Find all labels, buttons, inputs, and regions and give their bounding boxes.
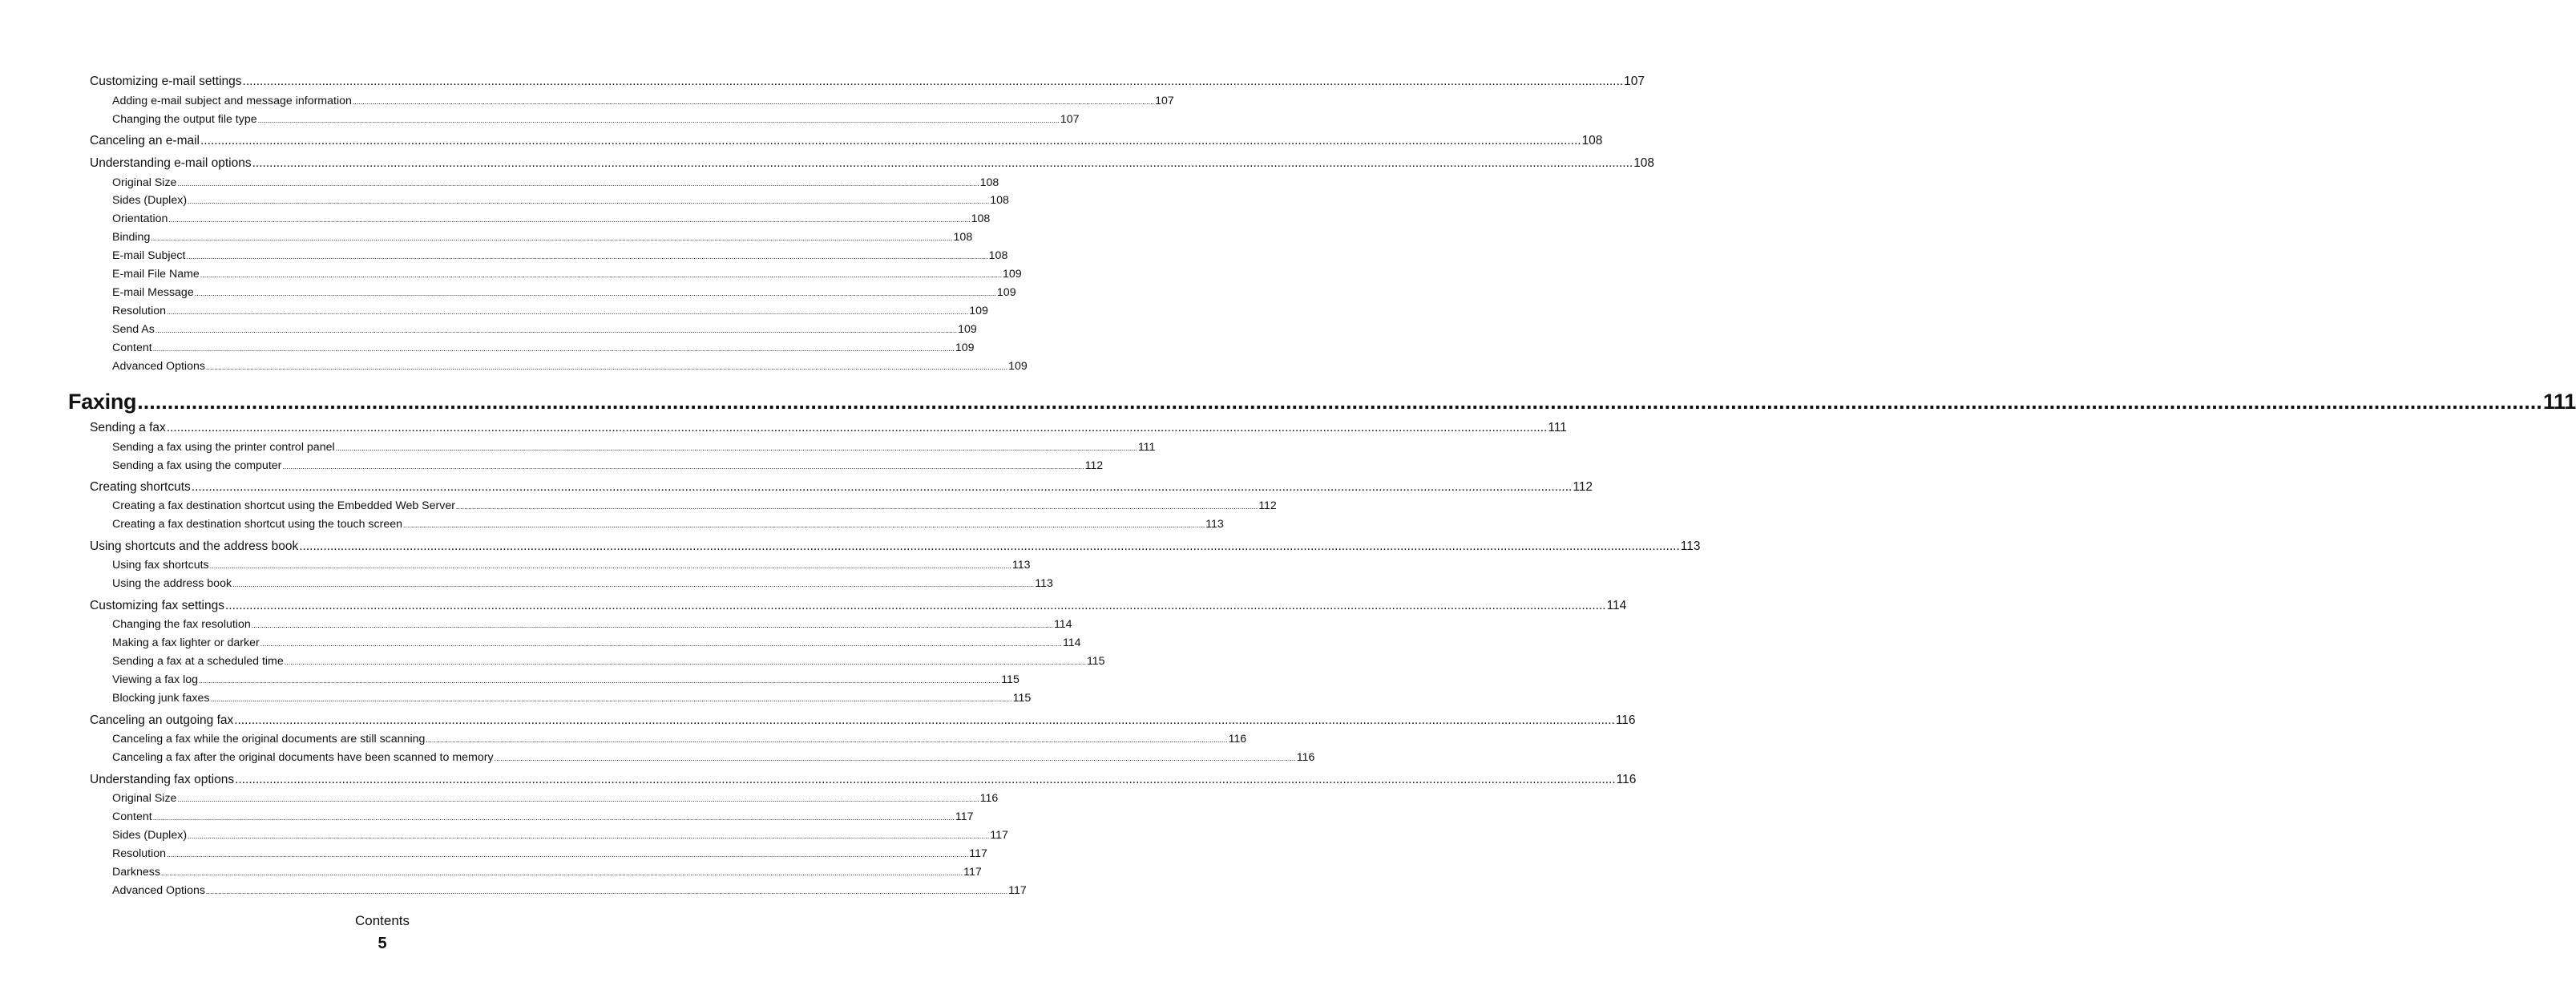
dot-leader: ................................................................................................................................................................................................................................................................................................................................................................................................................ (260, 640, 1062, 648)
dot-leader: ................................................................................................................................................................................................................................................................................................................................................................................................................ (167, 308, 969, 316)
toc-entry-page-number: 107 (1155, 95, 1174, 107)
toc-entry-label: Binding (112, 231, 151, 244)
dot-leader: ................................................................................................................................................................................................................................................................................................................................................................................................................ (200, 271, 1002, 279)
toc-entry-page-number: 116 (1616, 773, 1637, 786)
dot-leader: ................................................................................................................................................................................................................................................................................................................................................................................................................ (282, 463, 1084, 471)
toc-entry-page-number: 109 (1008, 360, 1028, 373)
dot-leader: ................................................................................................................................................................................................................................................................................................................................................................................................................ (209, 562, 1011, 570)
toc-entry-label: Faxing (68, 390, 137, 414)
dot-leader: ................................................................................................................................................................................................................................................................................................................................................................................................................ (352, 98, 1155, 106)
dot-leader: ................................................................................................................................................................................................................................................................................................................................................................................................................ (152, 814, 955, 822)
toc-subsection-entry[interactable] (112, 440, 1156, 455)
toc-subsection-entry[interactable] (112, 285, 1016, 300)
toc-subsection-entry[interactable] (112, 499, 1277, 513)
toc-subsection-entry[interactable] (112, 750, 1315, 765)
toc-entry-label: Send As (112, 323, 155, 336)
toc-section-entry[interactable] (90, 479, 1593, 495)
toc-entry-label: Orientation (112, 212, 168, 225)
dot-leader: ................................................................................................................................................................................................................................................................................................................................................................................................................ (257, 116, 1060, 124)
toc-subsection-entry[interactable] (112, 341, 975, 355)
toc-subsection-entry[interactable] (112, 267, 1022, 281)
toc-entry-label: Using fax shortcuts (112, 559, 209, 572)
dot-leader: ................................................................................................................................................................................................................................................................................................................................................................................................................ (252, 156, 1633, 170)
toc-entry-page-number: 108 (1633, 156, 1655, 170)
toc-entry-label: Understanding e-mail options (90, 156, 252, 170)
toc-entry-label: Adding e-mail subject and message information (112, 95, 352, 107)
toc-subsection-entry[interactable] (112, 517, 1224, 531)
dot-leader: ................................................................................................................................................................................................................................................................................................................................................................................................................ (205, 363, 1008, 371)
toc-entry-page-number: 108 (1581, 134, 1603, 147)
toc-entry-page-number: 116 (1615, 713, 1636, 727)
toc-entry-page-number: 115 (1086, 655, 1105, 668)
toc-subsection-entry[interactable] (112, 883, 1027, 898)
toc-section-entry[interactable] (90, 598, 1627, 614)
toc-entry-page-number: 114 (1062, 636, 1081, 649)
toc-entry-label: Content (112, 810, 152, 823)
dot-leader: ................................................................................................................................................................................................................................................................................................................................................................................................................ (225, 599, 1606, 612)
toc-entry-page-number: 113 (1680, 539, 1701, 553)
toc-entry-label: Original Size (112, 176, 177, 189)
dot-leader: ................................................................................................................................................................................................................................................................................................................................................................................................................ (188, 832, 990, 840)
toc-subsection-entry[interactable] (112, 112, 1080, 127)
toc-entry-label: Original Size (112, 792, 177, 805)
toc-entry-label: Content (112, 341, 152, 354)
dot-leader: ................................................................................................................................................................................................................................................................................................................................................................................................................ (232, 580, 1035, 588)
toc-entry-label: Canceling an outgoing fax (90, 713, 234, 727)
dot-leader: ................................................................................................................................................................................................................................................................................................................................................................................................................ (210, 695, 1012, 703)
toc-entry-page-number: 117 (969, 847, 987, 860)
toc-subsection-entry[interactable] (112, 691, 1032, 705)
dot-leader: ................................................................................................................................................................................................................................................................................................................................................................................................................ (191, 480, 1573, 494)
toc-subsection-entry[interactable] (112, 847, 987, 861)
dot-leader: ................................................................................................................................................................................................................................................................................................................................................................................................................ (205, 887, 1008, 895)
toc-entry-label: Sides (Duplex) (112, 194, 188, 207)
toc-subsection-entry[interactable] (112, 654, 1105, 669)
toc-entry-label: Sending a fax at a scheduled time (112, 655, 284, 668)
toc-entry-page-number: 109 (1003, 268, 1022, 281)
toc-subsection-entry[interactable] (112, 212, 991, 226)
toc-entry-label: Using the address book (112, 577, 232, 590)
dot-leader: ................................................................................................................................................................................................................................................................................................................................................................................................................ (137, 390, 2542, 414)
toc-entry-label: Resolution (112, 305, 167, 317)
toc-entry-page-number: 113 (1011, 559, 1031, 572)
dot-leader: ................................................................................................................................................................................................................................................................................................................................................................................................................ (403, 521, 1205, 529)
toc-subsection-entry[interactable] (112, 576, 1053, 591)
toc-section-entry[interactable] (90, 772, 1637, 788)
toc-entry-label: Creating a fax destination shortcut using the Embedded Web Server (112, 499, 455, 512)
toc-subsection-entry[interactable] (112, 94, 1174, 108)
toc-entry-label: E-mail Subject (112, 249, 186, 262)
toc-entry-label: Darkness (112, 866, 160, 879)
toc-entry-page-number: 109 (955, 341, 975, 354)
toc-entry-page-number: 117 (955, 810, 974, 823)
toc-entry-label: Customizing e-mail settings (90, 75, 242, 88)
toc-entry-label: Sides (Duplex) (112, 829, 188, 842)
toc-entry-page-number: 115 (1012, 692, 1032, 705)
toc-subsection-entry[interactable] (112, 176, 999, 190)
toc-section-entry[interactable] (90, 156, 1655, 172)
dot-leader: ................................................................................................................................................................................................................................................................................................................................................................................................................ (455, 503, 1258, 511)
toc-entry-page-number: 108 (953, 231, 973, 244)
dot-leader: ................................................................................................................................................................................................................................................................................................................................................................................................................ (199, 677, 1001, 685)
dot-leader: ................................................................................................................................................................................................................................................................................................................................................................................................................ (151, 234, 953, 242)
dot-leader: ................................................................................................................................................................................................................................................................................................................................................................................................................ (242, 75, 1624, 88)
dot-leader: ................................................................................................................................................................................................................................................................................................................................................................................................................ (168, 216, 971, 224)
footer-page-number: 5 (378, 935, 387, 952)
toc-subsection-entry[interactable] (112, 636, 1081, 650)
toc-entry-label: E-mail Message (112, 286, 194, 299)
toc-entry-page-number: 111 (1137, 441, 1156, 454)
toc-entry-page-number: 107 (1060, 113, 1080, 126)
toc-entry-page-number: 109 (969, 305, 988, 317)
dot-leader: ................................................................................................................................................................................................................................................................................................................................................................................................................ (177, 795, 979, 803)
toc-entry-page-number: 108 (979, 176, 999, 189)
dot-leader: ................................................................................................................................................................................................................................................................................................................................................................................................................ (284, 658, 1086, 666)
toc-subsection-entry[interactable] (112, 865, 982, 879)
toc-entry-label: Advanced Options (112, 360, 205, 373)
toc-entry-page-number: 108 (988, 249, 1008, 262)
toc-subsection-entry[interactable] (112, 791, 999, 806)
toc-section-entry[interactable] (90, 133, 1603, 149)
toc-entry-page-number: 109 (958, 323, 977, 336)
toc-entry-page-number: 109 (996, 286, 1016, 299)
footer-section-label: Contents (354, 913, 410, 928)
toc-entry-page-number: 111 (1548, 421, 1567, 434)
toc-entry-label: Sending a fax (90, 421, 166, 434)
dot-leader: ................................................................................................................................................................................................................................................................................................................................................................................................................ (186, 253, 988, 261)
toc-entry-label: Blocking junk faxes (112, 692, 210, 705)
toc-section-entry[interactable] (90, 420, 1567, 436)
dot-leader: ................................................................................................................................................................................................................................................................................................................................................................................................................ (335, 444, 1137, 452)
dot-leader: ................................................................................................................................................................................................................................................................................................................................................................................................................ (177, 180, 979, 188)
toc-entry-page-number: 117 (990, 829, 1008, 842)
toc-entry-page-number: 117 (1008, 884, 1027, 897)
toc-subsection-entry[interactable] (112, 230, 973, 244)
toc-entry-page-number: 107 (1624, 75, 1645, 88)
toc-entry-page-number: 117 (963, 866, 982, 879)
dot-leader: ................................................................................................................................................................................................................................................................................................................................................................................................................ (234, 713, 1615, 727)
dot-leader: ................................................................................................................................................................................................................................................................................................................................................................................................................ (235, 773, 1616, 786)
toc-entry-page-number: 112 (1084, 459, 1104, 472)
toc-entry-page-number: 116 (1228, 733, 1247, 746)
toc-section-entry[interactable] (90, 74, 1645, 90)
toc-subsection-entry[interactable] (112, 558, 1031, 572)
toc-subsection-entry[interactable] (112, 810, 974, 824)
toc-chapter-entry[interactable] (68, 388, 2576, 415)
toc-entry-page-number: 114 (1053, 618, 1072, 631)
toc-subsection-entry[interactable] (112, 249, 1008, 263)
toc-entry-label: Resolution (112, 847, 167, 860)
toc-entry-label: Sending a fax using the printer control panel (112, 441, 335, 454)
toc-entry-label: Canceling a fax after the original documents have been scanned to memory (112, 751, 494, 764)
toc-entry-label: Using shortcuts and the address book (90, 539, 299, 553)
toc-entry-label: Viewing a fax log (112, 673, 199, 686)
dot-leader: ................................................................................................................................................................................................................................................................................................................................................................................................................ (152, 345, 955, 353)
toc-subsection-entry[interactable] (112, 459, 1104, 473)
toc-entry-label: Changing the fax resolution (112, 618, 251, 631)
toc-subsection-entry[interactable] (112, 304, 988, 318)
toc-entry-page-number: 108 (990, 194, 1009, 207)
toc-entry-page-number: 116 (979, 792, 999, 805)
dot-leader: ................................................................................................................................................................................................................................................................................................................................................................................................................ (166, 421, 1548, 434)
toc-subsection-entry[interactable] (112, 617, 1072, 632)
toc-entry-page-number: 113 (1035, 577, 1053, 590)
toc-entry-page-number: 115 (1001, 673, 1019, 686)
dot-leader: ................................................................................................................................................................................................................................................................................................................................................................................................................ (160, 869, 963, 877)
dot-leader: ................................................................................................................................................................................................................................................................................................................................................................................................................ (155, 326, 958, 334)
dot-leader: ................................................................................................................................................................................................................................................................................................................................................................................................................ (426, 736, 1228, 744)
dot-leader: ................................................................................................................................................................................................................................................................................................................................................................................................................ (167, 851, 969, 859)
toc-section-entry[interactable] (90, 713, 1636, 729)
dot-leader: ................................................................................................................................................................................................................................................................................................................................................................................................................ (194, 289, 996, 297)
toc-entry-label: E-mail File Name (112, 268, 200, 281)
toc-subsection-entry[interactable] (112, 828, 1008, 843)
toc-entry-page-number: 116 (1296, 751, 1315, 764)
toc-subsection-entry[interactable] (112, 359, 1028, 374)
toc-entry-label: Creating shortcuts (90, 480, 191, 494)
toc-subsection-entry[interactable] (112, 193, 1009, 208)
toc-entry-label: Customizing fax settings (90, 599, 224, 612)
dot-leader: ................................................................................................................................................................................................................................................................................................................................................................................................................ (251, 621, 1053, 629)
toc-subsection-entry[interactable] (112, 673, 1019, 687)
toc-section-entry[interactable] (90, 539, 1701, 555)
toc-entry-page-number: 111 (2542, 390, 2576, 414)
toc-entry-page-number: 112 (1573, 480, 1593, 494)
toc-entry-label: Sending a fax using the computer (112, 459, 282, 472)
toc-entry-label: Changing the output file type (112, 113, 257, 126)
dot-leader: ................................................................................................................................................................................................................................................................................................................................................................................................................ (188, 197, 990, 205)
toc-entry-page-number: 114 (1606, 599, 1627, 612)
toc-entry-label: Canceling an e-mail (90, 134, 200, 147)
dot-leader: ................................................................................................................................................................................................................................................................................................................................................................................................................ (200, 134, 1581, 147)
toc-entry-label: Advanced Options (112, 884, 205, 897)
toc-entry-page-number: 113 (1205, 518, 1224, 531)
toc-entry-label: Understanding fax options (90, 773, 235, 786)
toc-entry-label: Making a fax lighter or darker (112, 636, 260, 649)
toc-entry-page-number: 112 (1258, 499, 1277, 512)
toc-subsection-entry[interactable] (112, 322, 977, 337)
toc-entry-label: Canceling a fax while the original documents are still scanning (112, 733, 426, 746)
dot-leader: ................................................................................................................................................................................................................................................................................................................................................................................................................ (494, 754, 1296, 762)
toc-subsection-entry[interactable] (112, 732, 1247, 746)
toc-entry-page-number: 108 (971, 212, 991, 225)
toc-entry-label: Creating a fax destination shortcut using the touch screen (112, 518, 402, 531)
dot-leader: ................................................................................................................................................................................................................................................................................................................................................................................................................ (299, 539, 1680, 553)
